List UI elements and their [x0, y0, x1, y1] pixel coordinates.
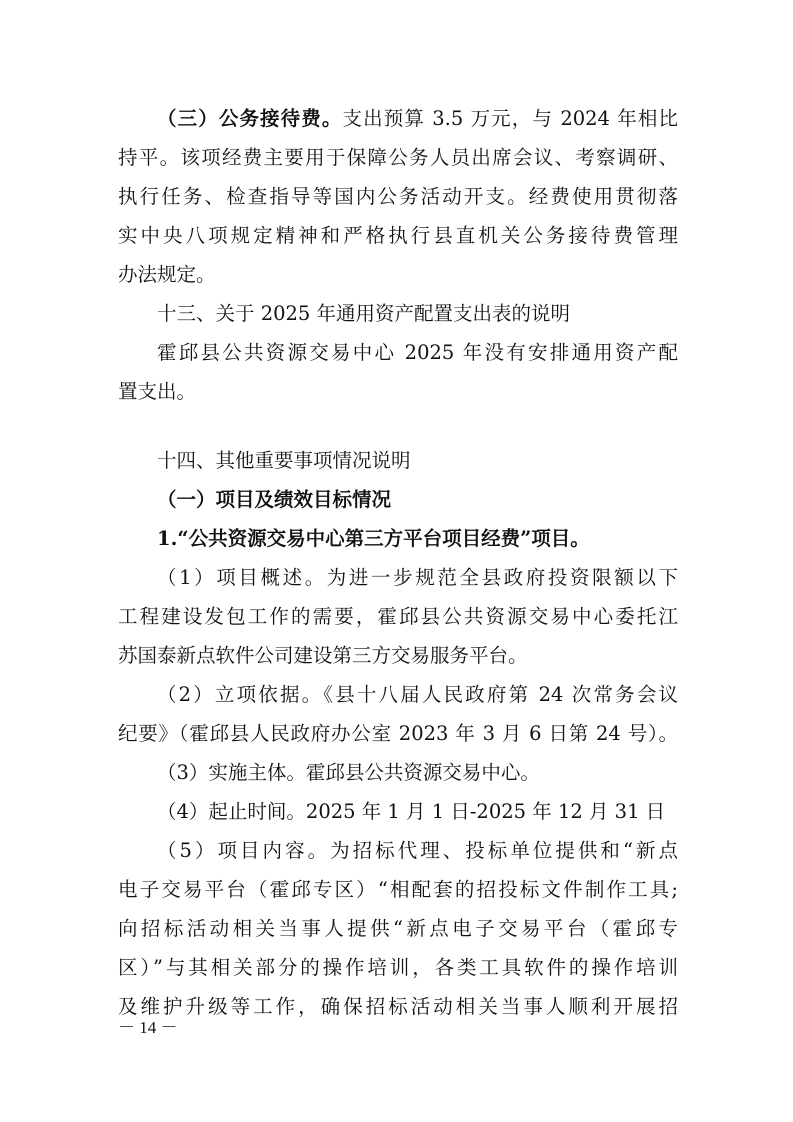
paragraph-line: 执行任务、检查指导等国内公务活动开支。经费使用贯彻落 [118, 185, 678, 208]
section-heading: 十四、其他重要事项情况说明 [157, 449, 411, 472]
subsection-heading: （一）项目及绩效目标情况 [157, 488, 392, 511]
paragraph-line: 工程建设发包工作的需要，霍邱县公共资源交易中心委托江 [118, 605, 678, 628]
paragraph-line: 及维护升级等工作，确保招标活动相关当事人顺利开展招 [118, 995, 678, 1018]
paragraph-line: （4）起止时间。2025 年 1 月 1 日-2025 年 12 月 31 日 [157, 800, 666, 823]
paragraph-line: 持平。该项经费主要用于保障公务人员出席会议、考察调研、 [118, 146, 678, 169]
paragraph-line: 区）”与其相关部分的操作培训，各类工具软件的操作培训 [118, 956, 678, 979]
paragraph-line: 向招标活动相关当事人提供“新点电子交易平台（霍邱专 [118, 917, 678, 940]
paragraph-line: （1）项目概述。为进一步规范全县政府投资限额以下 [157, 566, 678, 589]
paragraph-line: 置支出。 [118, 380, 197, 403]
paragraph-line: 电子交易平台（霍邱专区）“相配套的招投标文件制作工具; [118, 878, 678, 901]
paragraph-line: （3）实施主体。霍邱县公共资源交易中心。 [157, 761, 540, 784]
bold-heading: （三）公务接待费。 [157, 107, 343, 130]
paragraph-line: 苏国泰新点软件公司建设第三方交易服务平台。 [118, 644, 528, 667]
item-heading: 1.“公共资源交易中心第三方平台项目经费”项目。 [157, 527, 590, 550]
paragraph-line: 办法规定。 [118, 263, 216, 286]
paragraph-line: （2）立项依据。《县十八届人民政府第 24 次常务会议 [157, 683, 678, 706]
paragraph-line: （5）项目内容。为招标代理、投标单位提供和“新点 [157, 839, 678, 862]
section-heading: 十三、关于 2025 年通用资产配置支出表的说明 [157, 302, 571, 325]
paragraph-line [157, 106, 678, 132]
paragraph-line: 实中央八项规定精神和严格执行县直机关公务接待费管理 [118, 224, 678, 247]
page-number: － 14 － [118, 1018, 178, 1037]
line-text: 支出预算 3.5 万元，与 2024 年相比 [342, 107, 678, 130]
paragraph-line: 霍邱县公共资源交易中心 2025 年没有安排通用资产配 [157, 341, 678, 364]
paragraph-line: 纪要》（霍邱县人民政府办公室 2023 年 3 月 6 日第 24 号）。 [118, 722, 678, 745]
